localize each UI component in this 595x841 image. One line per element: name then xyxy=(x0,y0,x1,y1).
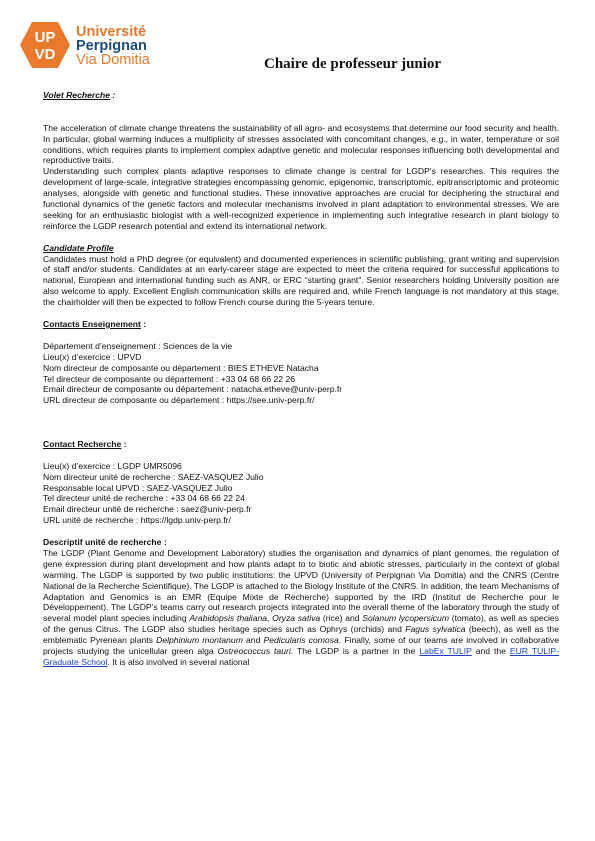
volet-recherche-heading: Volet Recherche : xyxy=(43,90,116,100)
upvd-logo xyxy=(20,20,170,70)
recherche-line: URL unité de recherche : https://lgdp.univ-perp.fr/ xyxy=(43,515,231,526)
volet-paragraph-2: Understanding such complex plants adaptive responses to climate change is central for LGDP's researches. This requires the development of large-scale, integrative strategies encompassing genomic, epigenomic, transcriptomic, epitranscriptomic and proteomic analyses, alongside with genetic and functional studies. These innovative approaches are crucial for deciphering the structural and functional dynamics of the genetic factors and molecular mechanisms involved in plant adaptation to environmental stresses. We are seeking for an enthusiastic biologist with a well-recognized experience in implementing such integrative research in plant biology to reinforce the LGDP research potential and extend its international network. xyxy=(43,166,559,231)
enseignement-line: Département d’enseignement : Sciences de la vie xyxy=(43,340,233,351)
enseignement-line: Lieu(x) d’exercice : UPVD xyxy=(43,351,142,362)
enseignement-line: Tel directeur de composante ou département : +33 04 68 66 22 26 xyxy=(43,373,296,384)
logo-line-3: Via Domitia xyxy=(76,52,150,68)
contact-recherche-heading: Contact Recherche : xyxy=(43,438,127,449)
enseignement-line: URL directeur de composante ou département : https://see.univ-perp.fr/ xyxy=(43,395,315,406)
species-name: Solanum lycopersicum xyxy=(362,613,449,624)
document-body xyxy=(43,90,559,668)
logo-line-1: Université xyxy=(76,24,147,40)
candidate-profile-text: Candidates must hold a PhD degree (or equivalent) and documented experiences in scientific publishing, grant writing and supervision of staff and/or students. Candidates at an early-career stage are expected to meet the criteria required for successful applications to national, European and international funding such as ANR, or ERC “starting grant”. Senior researchers holding University position are also welcome to apply. Excellent English communication skills are required and, while French language is not mandatory at this stage, the chairholder will then be expected to follow French course during the 5-years tenure. xyxy=(43,253,559,308)
candidate-profile-heading: Candidate Profile xyxy=(43,242,114,253)
upvd-hexagon-icon xyxy=(20,22,70,68)
recherche-line: Responsable local UPVD : SAEZ-VASQUEZ Julio xyxy=(43,482,233,493)
logo-wordmark xyxy=(76,25,150,67)
species-name: Delphinium montanum xyxy=(156,635,243,646)
species-name: Ostreococcus tauri xyxy=(217,646,291,657)
recherche-line: Lieu(x) d’exercice : LGDP UMR5096 xyxy=(43,460,182,471)
species-name: Arabidopsis thaliana xyxy=(189,613,268,624)
descriptif-text: The LGDP (Plant Genome and Development Laboratory) studies the organisation and dynamics of plant genomes, the regulation of gene expression during plant development and how plants adapt to to biotic and abiotic stresses, particularly in the context of global warming. The LGDP is supported by two public institutions: the UPVD (University of Perpignan Via Domitia) and the CNRS (Centre National de la Recherche Scientifique). The LGDP is attached to the Biology Institute of the CNRS. In addition, the team Mechanisms of Adaptation and Genomics is an EMR (Equipe Mixte de Recherche) supported by the IRD (Institut de Recherche pour le Développement). The LGDP’s teams carry out research projects integrated into the overall theme of the laboratory through the study of several model plant species including Arabidopsis thaliana, Oryza sativa (rice) and Solanum lycopersicum (tomato), as well as species of the genus Citrus. The LGDP also studies heritage species such as Ophrys (orchids) and Fagus sylvatica (beech), as well as the emblematic Pyrenean plants Delphinium montanum and Pedicularis comosa. Finally, some of our teams are involved in collaborative projects studying the unicellular green alga Ostreococcus tauri. The LGDP is a partner in the LabEx TULIP and the EUR TULIP-Graduate School. It is also involved in several national xyxy=(43,547,559,667)
volet-paragraph-1: The acceleration of climate change threatens the sustainability of all agro- and ecosystems that determine our food security and health. In particular, global warming induces a multiplicity of stresses associated with concomitant changes, e.g., in water, temperature or soil conditions, which requires plants to implement complex adaptive genetic and molecular responses influencing both developmental and reproductive traits. xyxy=(43,122,559,166)
document-title: Chaire de professeur junior xyxy=(264,56,442,72)
logo-badge-top: UP xyxy=(34,29,56,46)
logo-line-2: Perpignan xyxy=(76,38,147,54)
descriptif-heading: Descriptif unité de recherche : xyxy=(43,537,167,548)
species-name: Fagus sylvatica xyxy=(405,624,466,635)
eur-tulip-link[interactable]: EUR TULIP-Graduate School xyxy=(43,646,559,667)
species-name: Pedicularis comosa xyxy=(263,635,339,646)
volet-recherche-heading-text: Volet Recherche xyxy=(43,90,111,100)
labex-tulip-link[interactable]: LabEx TULIP xyxy=(419,646,472,657)
logo-badge-bottom: VD xyxy=(34,46,56,63)
enseignement-line: Email directeur de composante ou département : natacha.etheve@univ-perp.fr xyxy=(43,384,343,395)
recherche-line: Tel directeur unité de recherche : +33 04 68 66 22 24 xyxy=(43,493,245,504)
contacts-enseignement-heading: Contacts Enseignement : xyxy=(43,318,147,329)
recherche-line: Nom directeur unité de recherche : SAEZ-VASQUEZ Julio xyxy=(43,471,264,482)
recherche-line: Email directeur unité de recherche : saez@univ-perp.fr xyxy=(43,504,252,515)
enseignement-line: Nom directeur de composante ou département : BIES ETHEVE Natacha xyxy=(43,362,319,373)
species-name: Oryza sativa xyxy=(272,613,321,624)
